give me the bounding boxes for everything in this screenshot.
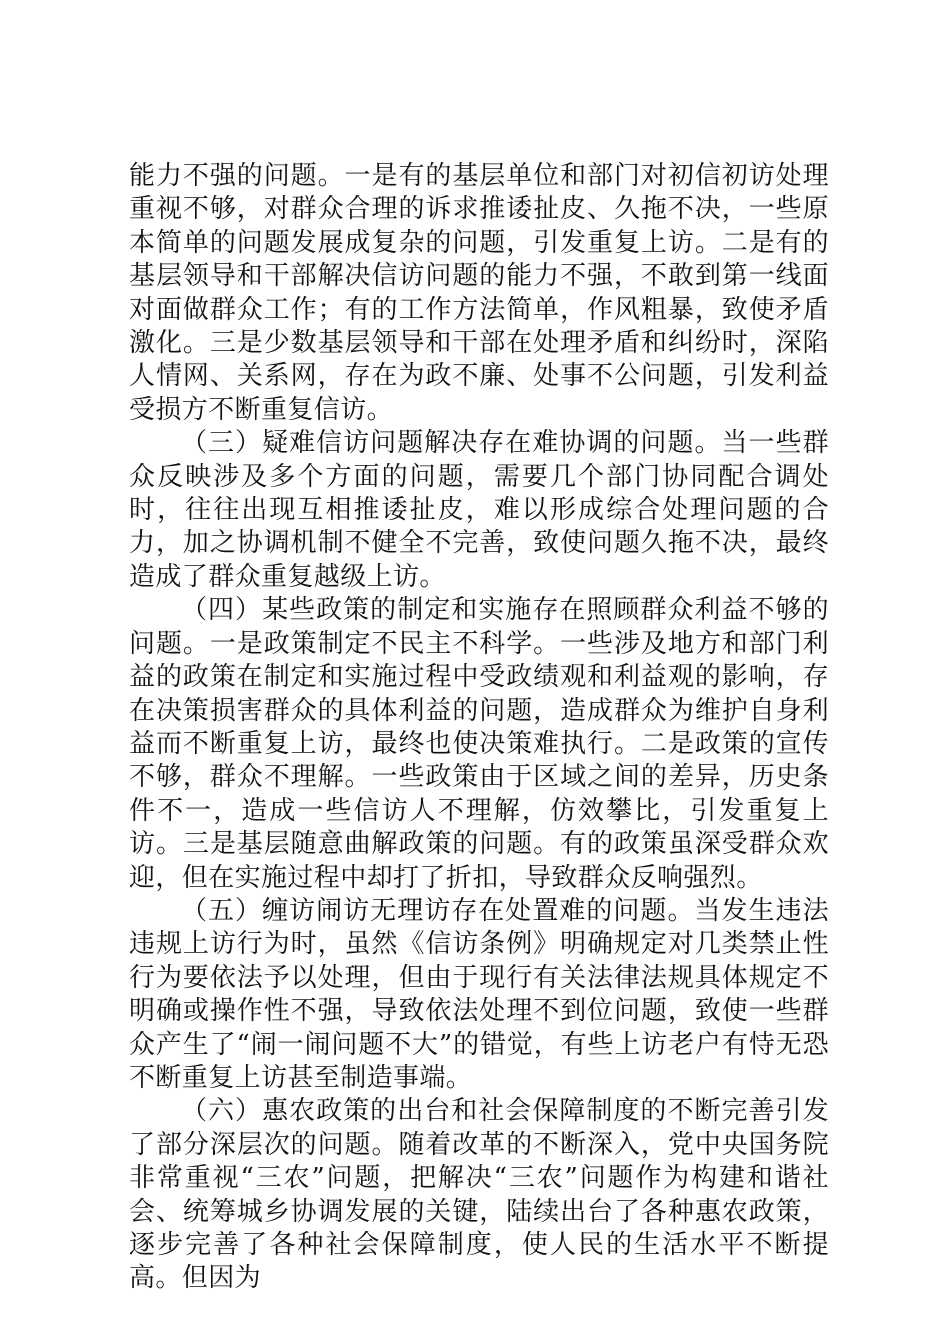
paragraph-section-6: （六）惠农政策的出台和社会保障制度的不断完善引发了部分深层次的问题。随着改革的不断深入，党中央国务院非常重视“三农”问题，把解决“三农”问题作为构建和谐社会、统筹城乡协调发展的关键，陆续出台了各种惠农政策，逐步完善了各种社会保障制度，使人民的生活水平不断提高。但因为	[129, 1096, 829, 1294]
paragraph-section-5: （五）缠访闹访无理访存在处置难的问题。当发生违法违规上访行为时，虽然《信访条例》明确规定对几类禁止性行为要依法予以处理，但由于现行有关法律法规具体规定不明确或操作性不强，导致依法处理不到位问题，致使一些群众产生了“闹一闹问题不大”的错觉，有些上访老户有恃无恐不断重复上访甚至制造事端。	[129, 895, 829, 1093]
paragraph-section-4: （四）某些政策的制定和实施存在照顾群众利益不够的问题。一是政策制定不民主不科学。一些涉及地方和部门利益的政策在制定和实施过程中受政绩观和利益观的影响，存在决策损害群众的具体利益的问题，造成群众为维护自身利益而不断重复上访，最终也使决策难执行。二是政策的宣传不够，群众不理解。一些政策由于区域之间的差异，历史条件不一，造成一些信访人不理解，仿效攀比，引发重复上访。三是基层随意曲解政策的问题。有的政策虽深受群众欢迎，但在实施过程中却打了折扣，导致群众反响强烈。	[129, 595, 829, 893]
paragraph-continued: 能力不强的问题。一是有的基层单位和部门对初信初访处理重视不够，对群众合理的诉求推诿扯皮、久拖不决，一些原本简单的问题发展成复杂的问题，引发重复上访。二是有的基层领导和干部解决信访问题的能力不强，不敢到第一线面对面做群众工作；有的工作方法简单，作风粗暴，致使矛盾激化。三是少数基层领导和干部在处理矛盾和纠纷时，深陷人情网、关系网，存在为政不廉、处事不公问题，引发利益受损方不断重复信访。	[129, 161, 829, 425]
document-body	[129, 160, 829, 1296]
paragraph-section-3: （三）疑难信访问题解决存在难协调的问题。当一些群众反映涉及多个方面的问题，需要几个部门协同配合调处时，往往出现互相推诿扯皮，难以形成综合处理问题的合力，加之协调机制不健全不完善，致使问题久拖不决，最终造成了群众重复越级上访。	[129, 428, 829, 592]
